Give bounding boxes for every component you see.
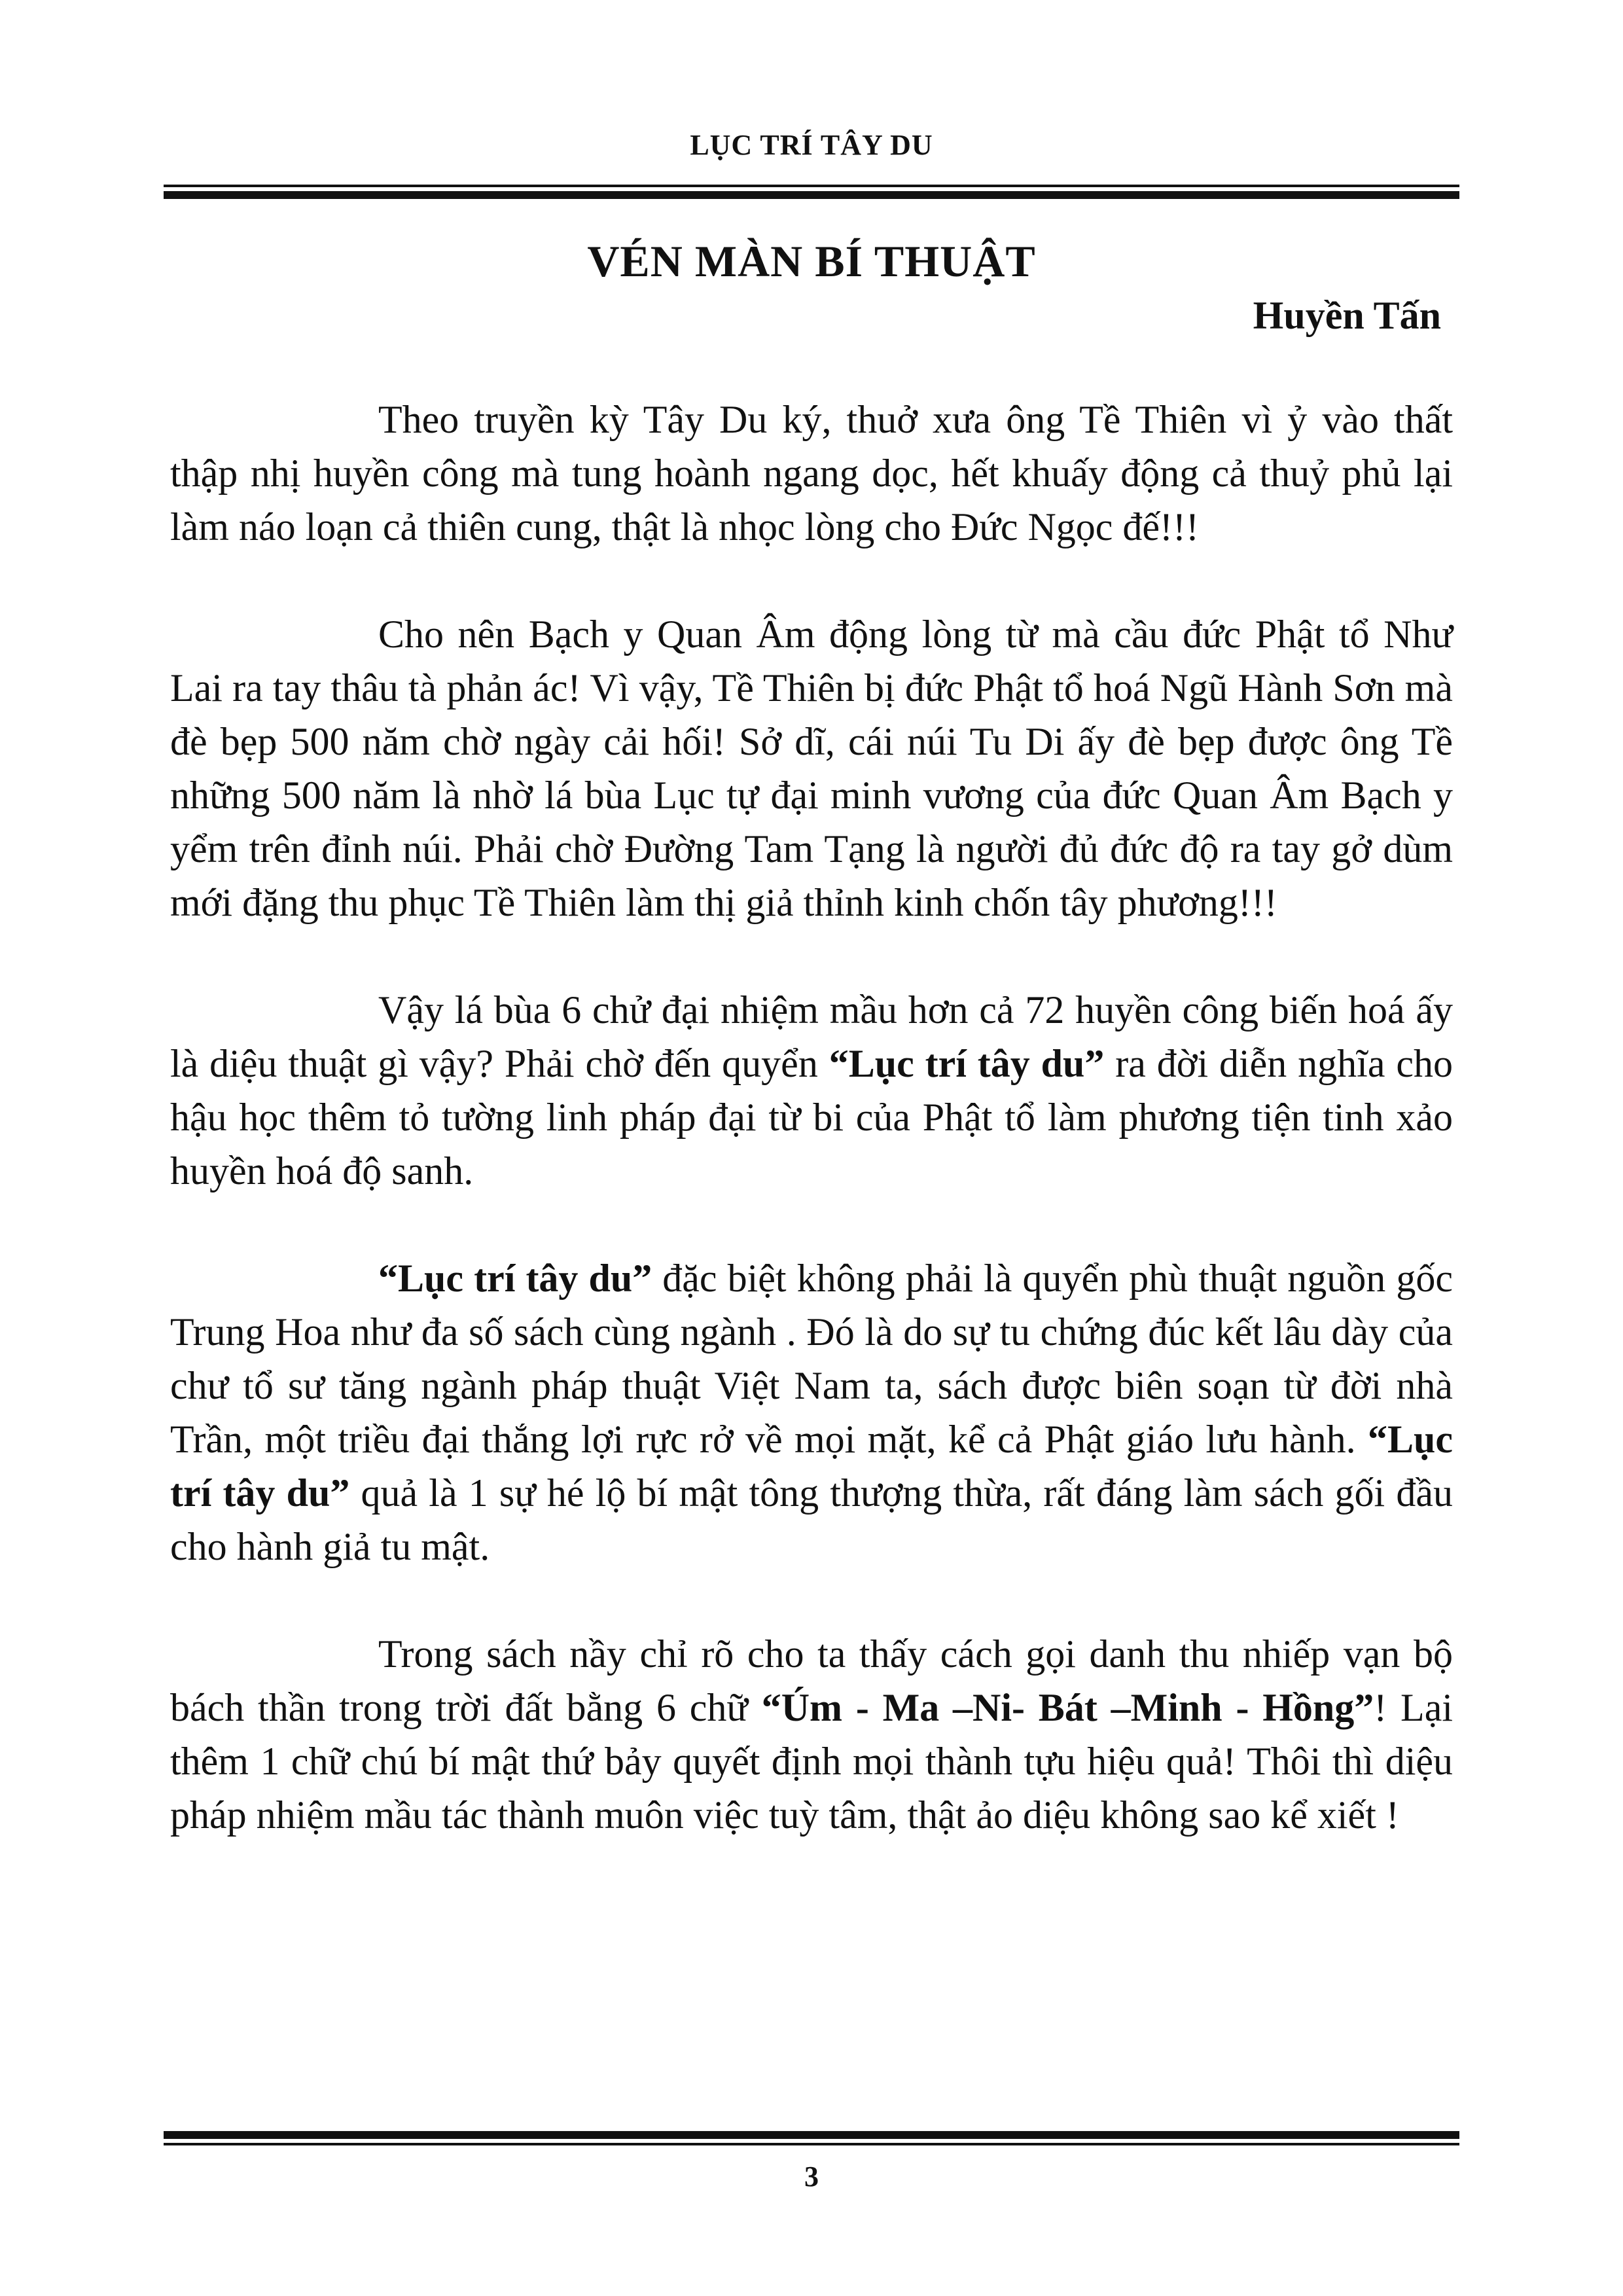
paragraph-1-text: Theo truyền kỳ Tây Du ký, thuở xưa ông Tề Thiên vì ỷ vào thất thập nhị huyền công mà tung hoành ngang dọc, hết khuấy động cả thuỷ phủ lại làm náo loạn cả thiên cung, thật là nhọc lòng cho Đức Ngọc đế!!! <box>170 398 1453 548</box>
book-title-emphasis: “Lục trí tây du” <box>170 1418 1453 1515</box>
paragraph-5-text-c: ! Lại thêm 1 chữ chú bí mật thứ bảy quyết định mọi thành tựu hiệu quả! Thôi thì diệu pháp nhiệm mầu tác thành muôn việc tuỳ tâm, thật ảo diệu không sao kể xiết ! <box>170 1686 1453 1837</box>
paragraph-4 <box>170 1251 1453 1573</box>
header-rule-thin-line <box>164 185 1459 187</box>
mantra-emphasis: “Úm - Ma –Ni- Bát –Minh - Hồng” <box>761 1686 1374 1729</box>
footer-rule <box>164 2131 1459 2145</box>
page-number: 3 <box>804 2161 819 2193</box>
paragraph-1 <box>170 393 1453 554</box>
paragraph-4-text-b: đặc biệt không phải là quyển phù thuật nguồn gốc Trung Hoa như đa số sách cùng ngành . Đó là do sự tu chứng đúc kết lâu dày của chư tổ sư tăng ngành pháp thuật Việt Nam ta, sách được biên soạn từ đời nhà Trần, một triều đại thắng lợi rực rở về mọi mặt, kể cả Phật giáo lưu hành. <box>170 1257 1453 1461</box>
paragraph-3 <box>170 983 1453 1198</box>
chapter-author: Huyền Tấn <box>1253 294 1441 337</box>
book-title-emphasis: “Lục trí tây du” <box>829 1042 1105 1085</box>
body-text <box>170 393 1453 1842</box>
book-title-emphasis: “Lục trí tây du” <box>378 1257 652 1300</box>
running-header: LỤC TRÍ TÂY DU <box>690 129 933 161</box>
paragraph-2 <box>170 607 1453 929</box>
footer-rule-thin-line <box>164 2143 1459 2145</box>
paragraph-3-text-c: ra đời diễn nghĩa cho hậu học thêm tỏ tường linh pháp đại từ bi của Phật tổ làm phương tiện tinh xảo huyền hoá độ sanh. <box>170 1042 1453 1193</box>
header-rule <box>164 185 1459 199</box>
chapter-title: VÉN MÀN BÍ THUẬT <box>587 236 1036 286</box>
header-rule-thick-line <box>164 191 1459 199</box>
paragraph-5 <box>170 1627 1453 1842</box>
paragraph-5-text-a: Trong sách nầy chỉ rõ cho ta thấy cách gọi danh thu nhiếp vạn bộ bách thần trong trời đất bằng 6 chữ <box>170 1632 1453 1729</box>
paragraph-4-text-d: quả là 1 sự hé lộ bí mật tông thượng thừa, rất đáng làm sách gối đầu cho hành giả tu mật. <box>170 1471 1453 1568</box>
paragraph-2-text: Cho nên Bạch y Quan Âm động lòng từ mà cầu đức Phật tổ Như Lai ra tay thâu tà phản ác! Vì vậy, Tề Thiên bị đức Phật tổ hoá Ngũ Hành Sơn mà đè bẹp 500 năm chờ ngày cải hối! Sở dĩ, cái núi Tu Di ấy đè bẹp được ông Tề những 500 năm là nhờ lá bùa Lục tự đại minh vương của đức Quan Âm Bạch y yểm trên đỉnh núi. Phải chờ Đường Tam Tạng là người đủ đức độ ra tay gở dùm mới đặng thu phục Tề Thiên làm thị giả thỉnh kinh chốn tây phương!!! <box>170 613 1453 924</box>
footer-rule-thick-line <box>164 2131 1459 2139</box>
paragraph-3-text-a: Vậy lá bùa 6 chử đại nhiệm mầu hơn cả 72 huyền công biến hoá ấy là diệu thuật gì vậy? Phải chờ đến quyển <box>170 988 1453 1085</box>
